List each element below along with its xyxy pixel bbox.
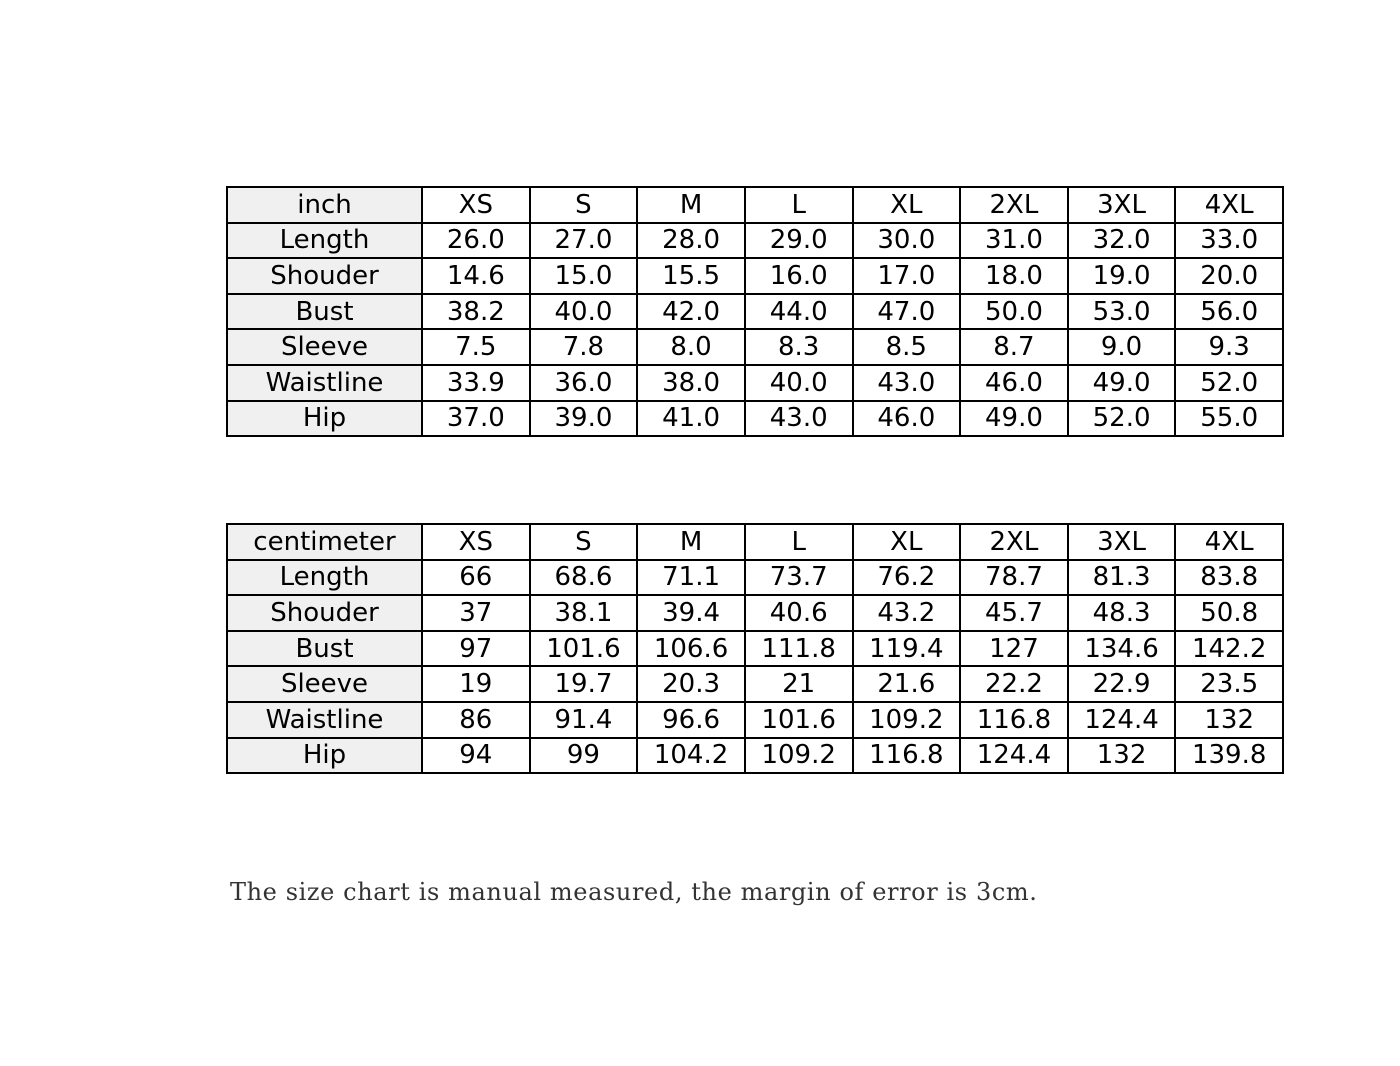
value-cell: 119.4 bbox=[853, 631, 961, 667]
row-label-cell: Sleeve bbox=[227, 666, 422, 702]
value-cell: 27.0 bbox=[530, 223, 638, 259]
value-cell: 40.0 bbox=[530, 294, 638, 330]
value-cell: 48.3 bbox=[1068, 595, 1176, 631]
row-label-cell: Waistline bbox=[227, 702, 422, 738]
row-label-cell: Bust bbox=[227, 631, 422, 667]
row-label-cell: Bust bbox=[227, 294, 422, 330]
table-row bbox=[227, 365, 1283, 401]
value-cell: 71.1 bbox=[637, 560, 745, 596]
table-row bbox=[227, 258, 1283, 294]
row-label-cell: Hip bbox=[227, 401, 422, 437]
value-cell: 40.0 bbox=[745, 365, 853, 401]
value-cell: 33.0 bbox=[1175, 223, 1283, 259]
value-cell: 29.0 bbox=[745, 223, 853, 259]
value-cell: 41.0 bbox=[637, 401, 745, 437]
value-cell: 55.0 bbox=[1175, 401, 1283, 437]
value-cell: 45.7 bbox=[960, 595, 1068, 631]
size-header-cell: S bbox=[530, 524, 638, 560]
row-label-cell: Hip bbox=[227, 738, 422, 774]
size-header-cell: 3XL bbox=[1068, 524, 1176, 560]
measurement-note: The size chart is manual measured, the margin of error is 3cm. bbox=[230, 878, 1038, 906]
value-cell: 49.0 bbox=[960, 401, 1068, 437]
value-cell: 83.8 bbox=[1175, 560, 1283, 596]
value-cell: 134.6 bbox=[1068, 631, 1176, 667]
size-header-cell: L bbox=[745, 187, 853, 223]
value-cell: 8.7 bbox=[960, 329, 1068, 365]
value-cell: 21.6 bbox=[853, 666, 961, 702]
value-cell: 7.5 bbox=[422, 329, 530, 365]
value-cell: 124.4 bbox=[1068, 702, 1176, 738]
size-header-cell: 4XL bbox=[1175, 524, 1283, 560]
value-cell: 73.7 bbox=[745, 560, 853, 596]
value-cell: 78.7 bbox=[960, 560, 1068, 596]
value-cell: 33.9 bbox=[422, 365, 530, 401]
table-row bbox=[227, 666, 1283, 702]
size-table-body bbox=[227, 524, 1283, 773]
value-cell: 23.5 bbox=[1175, 666, 1283, 702]
size-header-cell: XL bbox=[853, 524, 961, 560]
value-cell: 104.2 bbox=[637, 738, 745, 774]
value-cell: 14.6 bbox=[422, 258, 530, 294]
value-cell: 46.0 bbox=[960, 365, 1068, 401]
size-header-cell: M bbox=[637, 524, 745, 560]
table-row bbox=[227, 401, 1283, 437]
value-cell: 109.2 bbox=[745, 738, 853, 774]
value-cell: 40.6 bbox=[745, 595, 853, 631]
value-cell: 43.0 bbox=[853, 365, 961, 401]
table-header-row bbox=[227, 524, 1283, 560]
value-cell: 38.2 bbox=[422, 294, 530, 330]
value-cell: 139.8 bbox=[1175, 738, 1283, 774]
value-cell: 26.0 bbox=[422, 223, 530, 259]
value-cell: 109.2 bbox=[853, 702, 961, 738]
value-cell: 50.0 bbox=[960, 294, 1068, 330]
value-cell: 50.8 bbox=[1175, 595, 1283, 631]
value-cell: 16.0 bbox=[745, 258, 853, 294]
size-header-cell: 4XL bbox=[1175, 187, 1283, 223]
value-cell: 38.0 bbox=[637, 365, 745, 401]
row-label-cell: Sleeve bbox=[227, 329, 422, 365]
value-cell: 19.7 bbox=[530, 666, 638, 702]
value-cell: 53.0 bbox=[1068, 294, 1176, 330]
size-header-cell: XL bbox=[853, 187, 961, 223]
value-cell: 37.0 bbox=[422, 401, 530, 437]
value-cell: 20.0 bbox=[1175, 258, 1283, 294]
value-cell: 97 bbox=[422, 631, 530, 667]
value-cell: 39.0 bbox=[530, 401, 638, 437]
value-cell: 8.5 bbox=[853, 329, 961, 365]
value-cell: 127 bbox=[960, 631, 1068, 667]
value-cell: 142.2 bbox=[1175, 631, 1283, 667]
table-row bbox=[227, 294, 1283, 330]
value-cell: 9.0 bbox=[1068, 329, 1176, 365]
value-cell: 32.0 bbox=[1068, 223, 1176, 259]
table-row bbox=[227, 223, 1283, 259]
size-table-inch bbox=[226, 186, 1284, 437]
value-cell: 15.0 bbox=[530, 258, 638, 294]
value-cell: 19 bbox=[422, 666, 530, 702]
value-cell: 38.1 bbox=[530, 595, 638, 631]
value-cell: 42.0 bbox=[637, 294, 745, 330]
row-label-cell: Shouder bbox=[227, 595, 422, 631]
value-cell: 49.0 bbox=[1068, 365, 1176, 401]
value-cell: 101.6 bbox=[530, 631, 638, 667]
row-label-cell: Shouder bbox=[227, 258, 422, 294]
value-cell: 19.0 bbox=[1068, 258, 1176, 294]
table-row bbox=[227, 738, 1283, 774]
value-cell: 116.8 bbox=[853, 738, 961, 774]
value-cell: 101.6 bbox=[745, 702, 853, 738]
size-header-cell: XS bbox=[422, 187, 530, 223]
size-header-cell: 2XL bbox=[960, 187, 1068, 223]
value-cell: 31.0 bbox=[960, 223, 1068, 259]
value-cell: 96.6 bbox=[637, 702, 745, 738]
value-cell: 36.0 bbox=[530, 365, 638, 401]
table-row bbox=[227, 631, 1283, 667]
size-table-body bbox=[227, 187, 1283, 436]
value-cell: 22.9 bbox=[1068, 666, 1176, 702]
row-label-cell: Length bbox=[227, 560, 422, 596]
value-cell: 8.3 bbox=[745, 329, 853, 365]
value-cell: 30.0 bbox=[853, 223, 961, 259]
value-cell: 46.0 bbox=[853, 401, 961, 437]
value-cell: 7.8 bbox=[530, 329, 638, 365]
value-cell: 124.4 bbox=[960, 738, 1068, 774]
value-cell: 44.0 bbox=[745, 294, 853, 330]
value-cell: 17.0 bbox=[853, 258, 961, 294]
row-label-cell: Waistline bbox=[227, 365, 422, 401]
value-cell: 43.0 bbox=[745, 401, 853, 437]
table-header-row bbox=[227, 187, 1283, 223]
value-cell: 8.0 bbox=[637, 329, 745, 365]
table-row bbox=[227, 329, 1283, 365]
value-cell: 18.0 bbox=[960, 258, 1068, 294]
value-cell: 91.4 bbox=[530, 702, 638, 738]
value-cell: 21 bbox=[745, 666, 853, 702]
value-cell: 9.3 bbox=[1175, 329, 1283, 365]
value-cell: 111.8 bbox=[745, 631, 853, 667]
table-row bbox=[227, 595, 1283, 631]
size-header-cell: L bbox=[745, 524, 853, 560]
value-cell: 15.5 bbox=[637, 258, 745, 294]
value-cell: 81.3 bbox=[1068, 560, 1176, 596]
value-cell: 66 bbox=[422, 560, 530, 596]
value-cell: 106.6 bbox=[637, 631, 745, 667]
value-cell: 47.0 bbox=[853, 294, 961, 330]
value-cell: 68.6 bbox=[530, 560, 638, 596]
value-cell: 22.2 bbox=[960, 666, 1068, 702]
value-cell: 94 bbox=[422, 738, 530, 774]
value-cell: 86 bbox=[422, 702, 530, 738]
value-cell: 52.0 bbox=[1068, 401, 1176, 437]
value-cell: 37 bbox=[422, 595, 530, 631]
row-label-cell: Length bbox=[227, 223, 422, 259]
value-cell: 56.0 bbox=[1175, 294, 1283, 330]
size-header-cell: S bbox=[530, 187, 638, 223]
value-cell: 99 bbox=[530, 738, 638, 774]
size-header-cell: XS bbox=[422, 524, 530, 560]
value-cell: 28.0 bbox=[637, 223, 745, 259]
unit-header-cell: centimeter bbox=[227, 524, 422, 560]
value-cell: 20.3 bbox=[637, 666, 745, 702]
value-cell: 52.0 bbox=[1175, 365, 1283, 401]
unit-header-cell: inch bbox=[227, 187, 422, 223]
value-cell: 132 bbox=[1068, 738, 1176, 774]
value-cell: 76.2 bbox=[853, 560, 961, 596]
value-cell: 132 bbox=[1175, 702, 1283, 738]
table-row bbox=[227, 702, 1283, 738]
value-cell: 116.8 bbox=[960, 702, 1068, 738]
size-header-cell: 2XL bbox=[960, 524, 1068, 560]
size-header-cell: M bbox=[637, 187, 745, 223]
table-row bbox=[227, 560, 1283, 596]
value-cell: 43.2 bbox=[853, 595, 961, 631]
size-table-centimeter bbox=[226, 523, 1284, 774]
value-cell: 39.4 bbox=[637, 595, 745, 631]
size-header-cell: 3XL bbox=[1068, 187, 1176, 223]
